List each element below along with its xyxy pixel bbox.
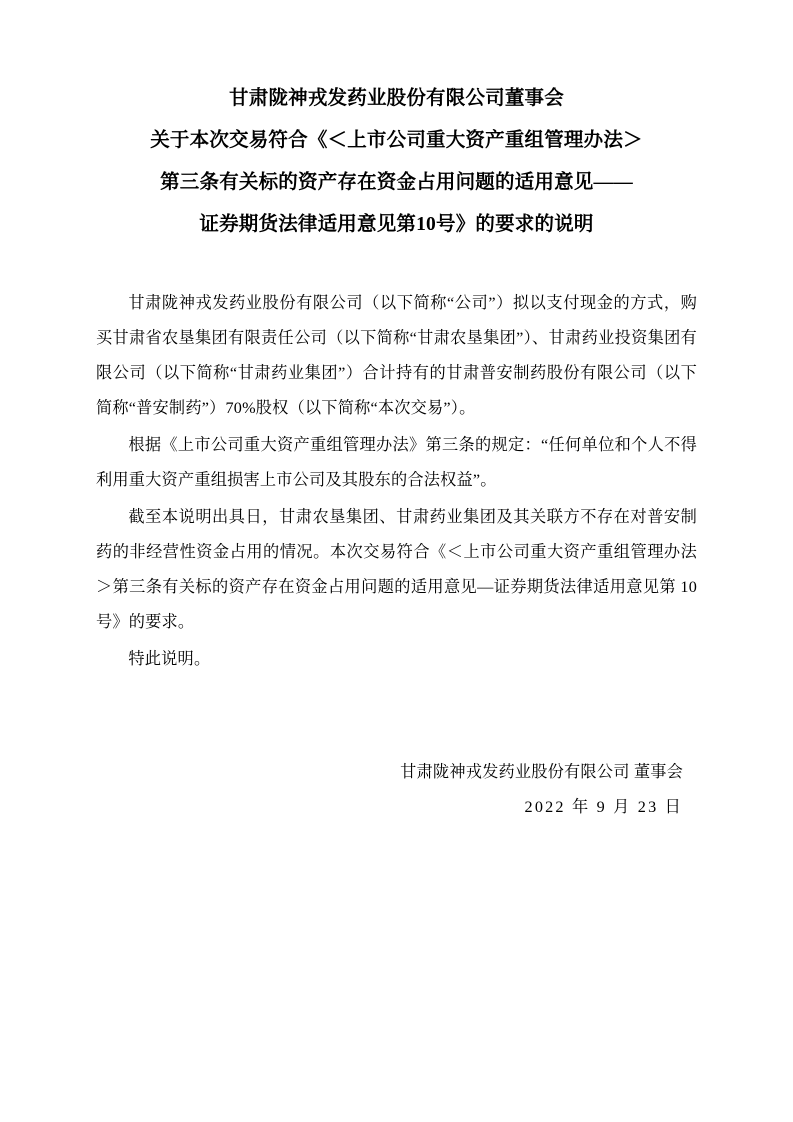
- page-title: [96, 78, 697, 246]
- paragraph-1: 甘肃陇神戎发药业股份有限公司（以下简称“公司”）拟以支付现金的方式，购买甘肃省农垦集团有限责任公司（以下简称“甘肃农垦集团”）、甘肃药业投资集团有限公司（以下简称“甘肃药业集团”）合计持有的甘肃普安制药股份有限公司（以下简称“普安制药”）70%股权（以下简称“本次交易”）。: [96, 294, 697, 417]
- title-line-1: 甘肃陇神戎发药业股份有限公司董事会: [229, 88, 564, 109]
- title-line-3: 第三条有关标的资产存在资金占用问题的适用意见——: [160, 172, 633, 193]
- title-line-2: 关于本次交易符合《＜上市公司重大资产重组管理办法＞: [150, 130, 643, 151]
- paragraph-2: 根据《上市公司重大资产重组管理办法》第三条的规定：“任何单位和个人不得利用重大资产重组损害上市公司及其股东的合法权益”。: [96, 436, 697, 489]
- signature-block: [96, 755, 697, 825]
- title-line-4: 证券期货法律适用意见第10号》的要求的说明: [199, 214, 594, 235]
- paragraph-3: 截至本说明出具日，甘肃农垦集团、甘肃药业集团及其关联方不存在对普安制药的非经营性资金占用的情况。本次交易符合《＜上市公司重大资产重组管理办法＞第三条有关标的资产存在资金占用问题的适用意见—证券期货法律适用意见第 10 号》的要求。: [96, 508, 697, 631]
- signature-date: 2022 年 9 月 23 日: [524, 798, 683, 816]
- document-body: [96, 286, 697, 677]
- paragraph-4: 特此说明。: [128, 650, 211, 668]
- signature-company: 甘肃陇神戎发药业股份有限公司 董事会: [400, 763, 683, 781]
